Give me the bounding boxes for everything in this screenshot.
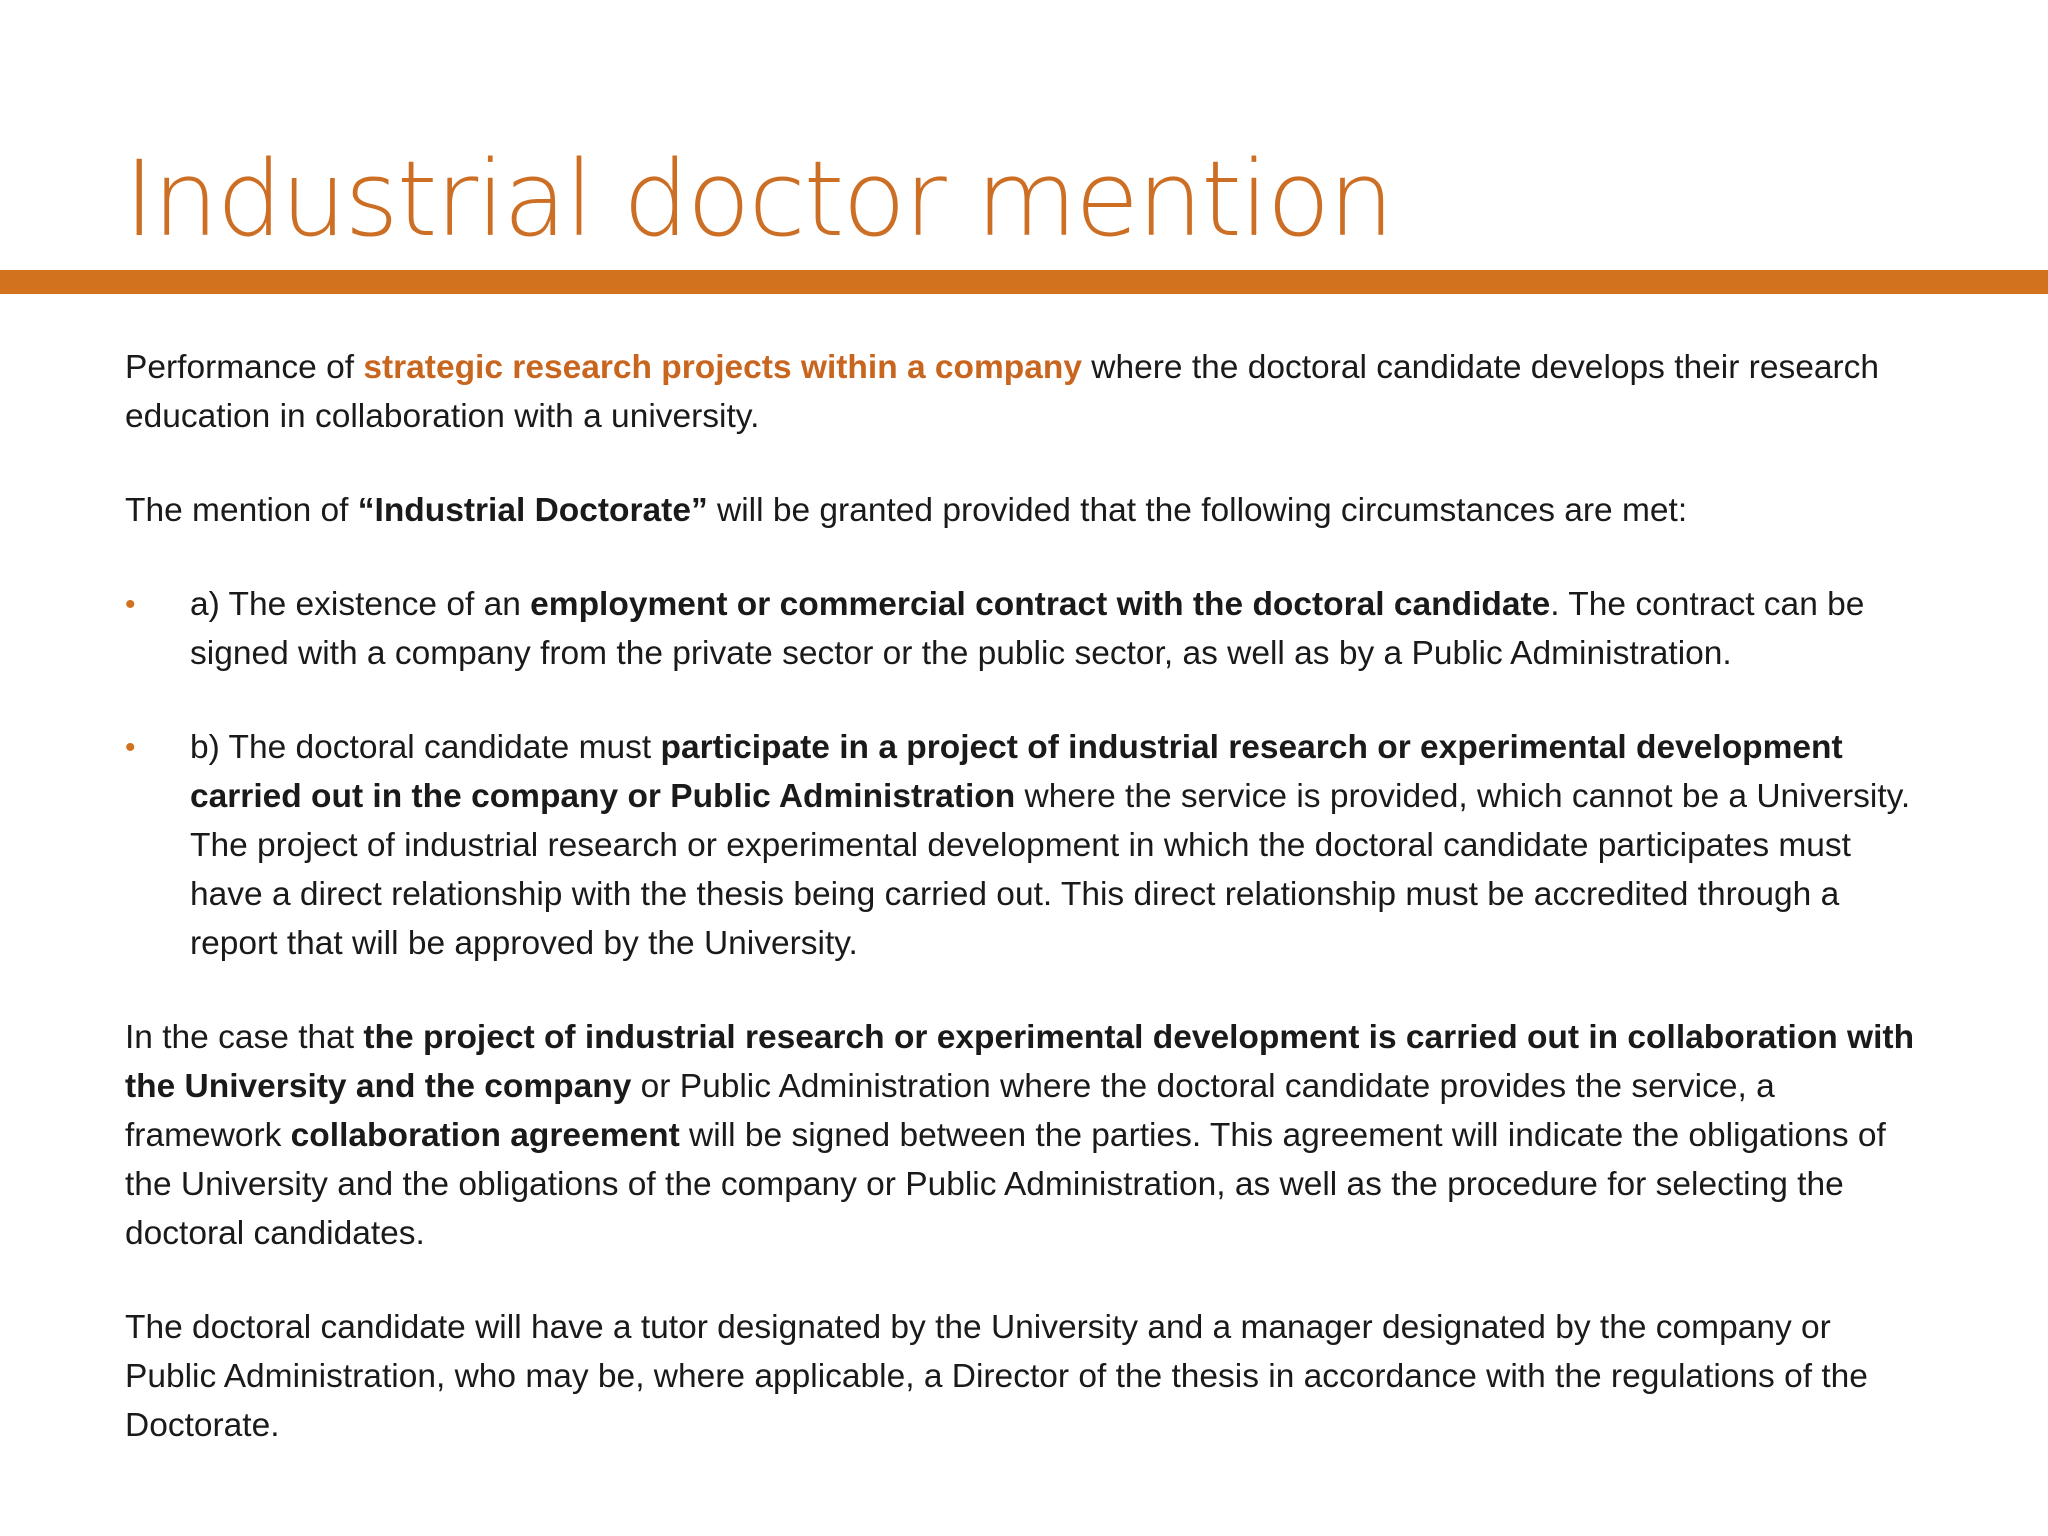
- bullet-text: b) The doctoral candidate must: [190, 729, 661, 766]
- tutor-paragraph: The doctoral candidate will have a tutor designated by the University and a manager designated by the company or Public Administration, who may be, where applicable, a Director of the thesis in accordance with the regulations of the Doctorate.: [125, 1309, 1868, 1444]
- collab-bold-2: collaboration agreement: [290, 1117, 680, 1154]
- bullet-icon: •: [125, 588, 136, 621]
- bullet-bold: participate in a project of industrial research or experimental development carried out in the company or Public Administration: [190, 729, 1843, 815]
- mention-text: The mention of: [125, 492, 358, 529]
- collab-text-end: will be signed between the parties. This agreement will indicate the obligations of the University and the obligations of the company or Public Administration, as well as the procedure for selecting the doctoral candidates.: [125, 1117, 1886, 1252]
- mention-bold: “Industrial Doctorate”: [357, 492, 708, 529]
- intro-text-end: where the doctoral candidate develops their research education in collaboration with a university.: [125, 349, 1880, 435]
- title-divider: [0, 270, 2048, 294]
- bullet-icon: •: [125, 731, 136, 764]
- intro-paragraph: [125, 343, 1925, 441]
- bullet-bold: employment or commercial contract with the doctoral candidate: [530, 586, 1551, 623]
- bullet-text-end: where the service is provided, which cannot be a University. The project of industrial research or experimental development in which the doctoral candidate participates must have a direct relationship with the thesis being carried out. This direct relationship must be accredited through a report that will be approved by the University.: [190, 778, 1911, 962]
- slide-body: [125, 343, 1925, 1450]
- intro-text: Performance of: [125, 349, 364, 386]
- collab-text: In the case that: [125, 1019, 364, 1056]
- mention-text-end: will be granted provided that the following circumstances are met:: [707, 492, 1688, 529]
- conditions-list: [125, 580, 1925, 968]
- bullet-text-end: . The contract can be signed with a company from the private sector or the public sector, as well as by a Public Administration.: [190, 586, 1865, 672]
- list-item: [125, 580, 1925, 678]
- bullet-text: a) The existence of an: [190, 586, 531, 623]
- intro-highlight: strategic research projects within a company: [363, 349, 1082, 386]
- collab-text-mid: or Public Administration where the doctoral candidate provides the service, a framework: [125, 1068, 1775, 1154]
- mention-paragraph: [125, 486, 1925, 535]
- collab-bold-1: the project of industrial research or experimental development is carried out in collaboration with the University and the company: [125, 1019, 1915, 1105]
- collaboration-paragraph: [125, 1013, 1925, 1258]
- slide-title: Industrial doctor mention: [124, 138, 1393, 260]
- list-item: [125, 723, 1925, 968]
